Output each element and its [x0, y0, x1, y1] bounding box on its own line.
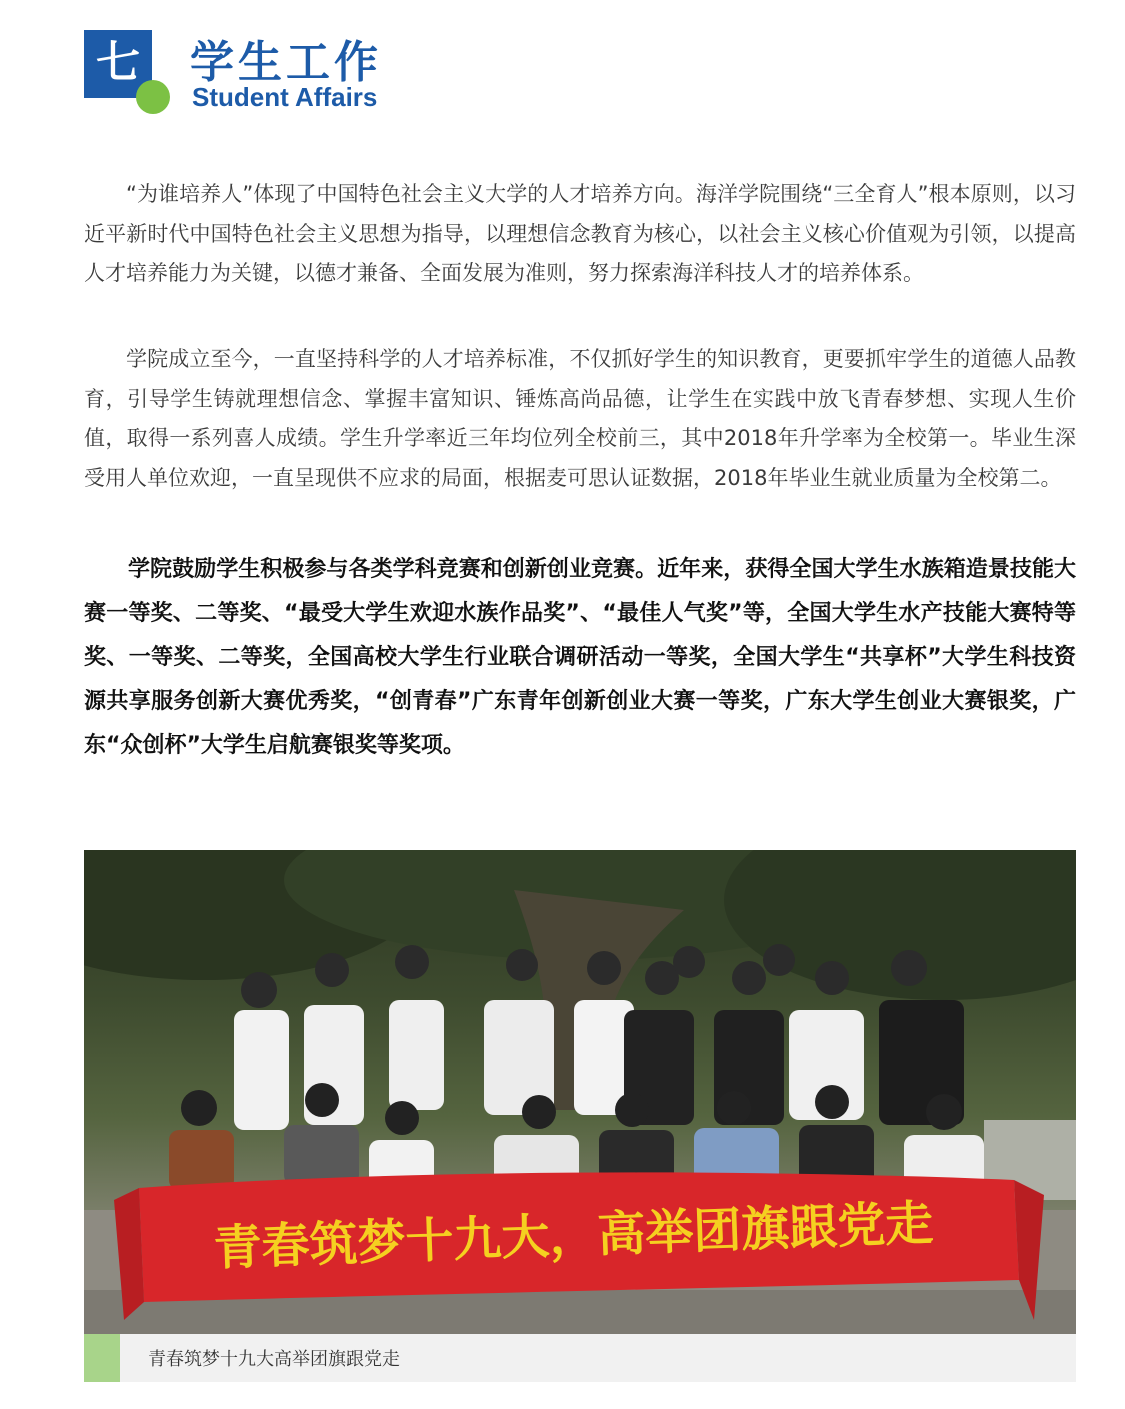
group-photo — [84, 850, 1076, 1334]
section-title-cn: 学生工作 — [190, 37, 382, 88]
section-header — [84, 30, 444, 120]
photo-caption: 青春筑梦十九大高举团旗跟党走 — [148, 1349, 400, 1370]
section-number-badge: 七 — [84, 30, 152, 98]
caption-accent — [84, 1334, 120, 1382]
section-title-en: Student Affairs — [192, 82, 378, 112]
paragraph-talent-direction: “为谁培养人”体现了中国特色社会主义大学的人才培养方向。海洋学院围绕“三全育人”根本原则，以习近平新时代中国特色社会主义思想为指导，以理想信念教育为核心，以社会主义核心价值观为引领，以提高人才培养能力为关键，以德才兼备、全面发展为准则，努力探索海洋科技人才的培养体系。 — [84, 182, 1076, 285]
paragraph-competitions: 学院鼓励学生积极参与各类学科竞赛和创新创业竞赛。近年来，获得全国大学生水族箱造景技能大赛一等奖、二等奖、“最受大学生欢迎水族作品奖”、“最佳人气奖”等，全国大学生水产技能大赛特等奖、一等奖、二等奖，全国高校大学生行业联合调研活动一等奖，全国大学生“共享杯”大学生科技资源共享服务创新大赛优秀奖，“创青春”广东青年创新创业大赛一等奖，广东大学生创业大赛银奖，广东“众创杯”大学生启航赛银奖等奖项。 — [84, 557, 1076, 758]
group-photo-illustration — [84, 850, 1076, 1334]
banner-text: 青春筑梦十九大，高举团旗跟党走 — [212, 1195, 935, 1277]
green-dot-icon — [136, 80, 170, 114]
photo-caption-bar — [84, 1334, 1076, 1382]
paragraph-achievements: 学院成立至今，一直坚持科学的人才培养标准，不仅抓好学生的知识教育，更要抓牢学生的道德人品教育，引导学生铸就理想信念、掌握丰富知识、锤炼高尚品德，让学生在实践中放飞青春梦想、实现人生价值，取得一系列喜人成绩。学生升学率近三年均位列全校前三，其中2018年升学率为全校第一。毕业生深受用人单位欢迎，一直呈现供不应求的局面，根据麦可思认证数据，2018年毕业生就业质量为全校第二。 — [84, 347, 1076, 490]
